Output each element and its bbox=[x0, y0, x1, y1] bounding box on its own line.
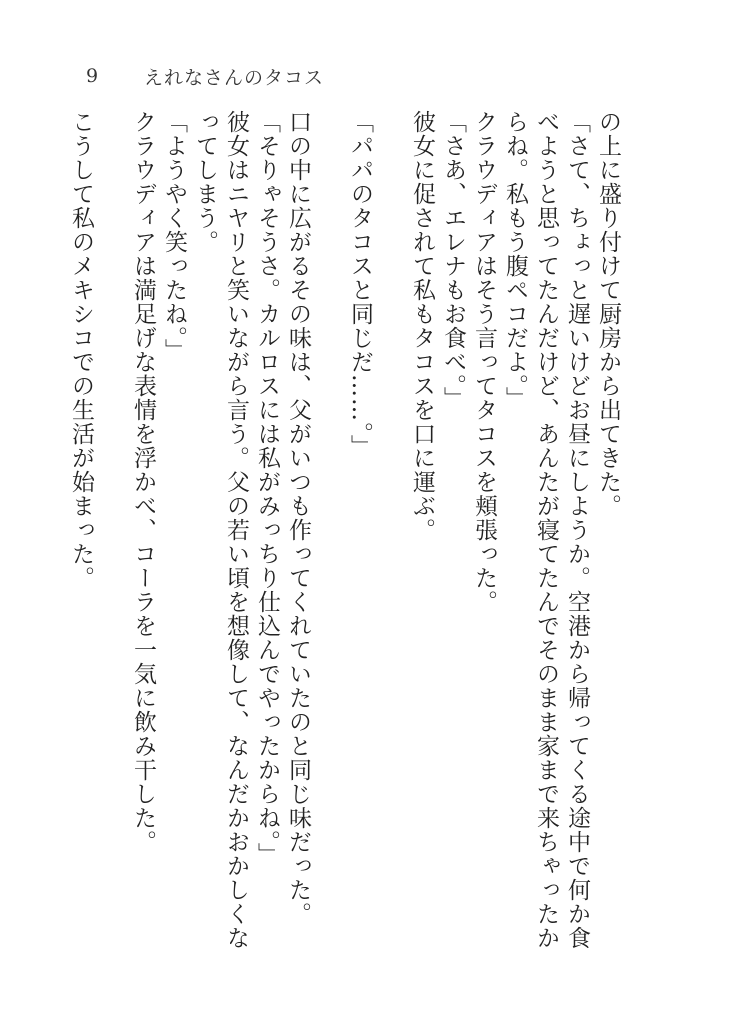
paragraph: クラウディアは満足げな表情を浮かべ、コーラを一気に飲み干した。 bbox=[130, 110, 156, 854]
dialogue-line: 「さて、ちょっと遅いけどお昼にしようか。空港から帰ってくる途中で何か食べようと思ってたんだけど、あんたが寝てたんでそのまま家まで来ちゃったからね。私もう腹ペコだよ。」 bbox=[502, 110, 590, 950]
vertical-body-text bbox=[68, 110, 623, 960]
blank-line bbox=[375, 110, 406, 960]
paragraph: こうして私のメキシコでの生活が始まった。 bbox=[68, 110, 94, 590]
page-number: 9 bbox=[86, 65, 99, 87]
dialogue-line: 「そりゃそうさ。カルロスには私がみっちり仕込んでやったからね。」 bbox=[254, 110, 280, 867]
paragraph: 彼女に促されて私もタコスを口に運ぶ。 bbox=[409, 110, 435, 542]
dialogue-line: 「さあ、エレナもお食べ。」 bbox=[440, 110, 466, 411]
blank-line bbox=[96, 110, 127, 960]
dialogue-line: 「ようやく笑ったね。」 bbox=[161, 110, 187, 363]
paragraph: 口の中に広がるその味は、父がいつも作ってくれていたのと同じ味だった。 bbox=[285, 110, 311, 926]
paragraph: の上に盛り付けて厨房から出てきた。 bbox=[595, 110, 621, 518]
running-title: えれなさんのタコス bbox=[144, 66, 325, 89]
page-header bbox=[86, 62, 324, 90]
dialogue-line: 「パパのタコスと同じだ……。」 bbox=[347, 110, 373, 459]
blank-line bbox=[313, 110, 344, 960]
paragraph: 彼女はニヤリと笑いながら言う。父の若い頃を想像して、なんだかおかしくなってしまう。 bbox=[192, 110, 249, 950]
paragraph: クラウディアはそう言ってタコスを頬張った。 bbox=[471, 110, 497, 614]
